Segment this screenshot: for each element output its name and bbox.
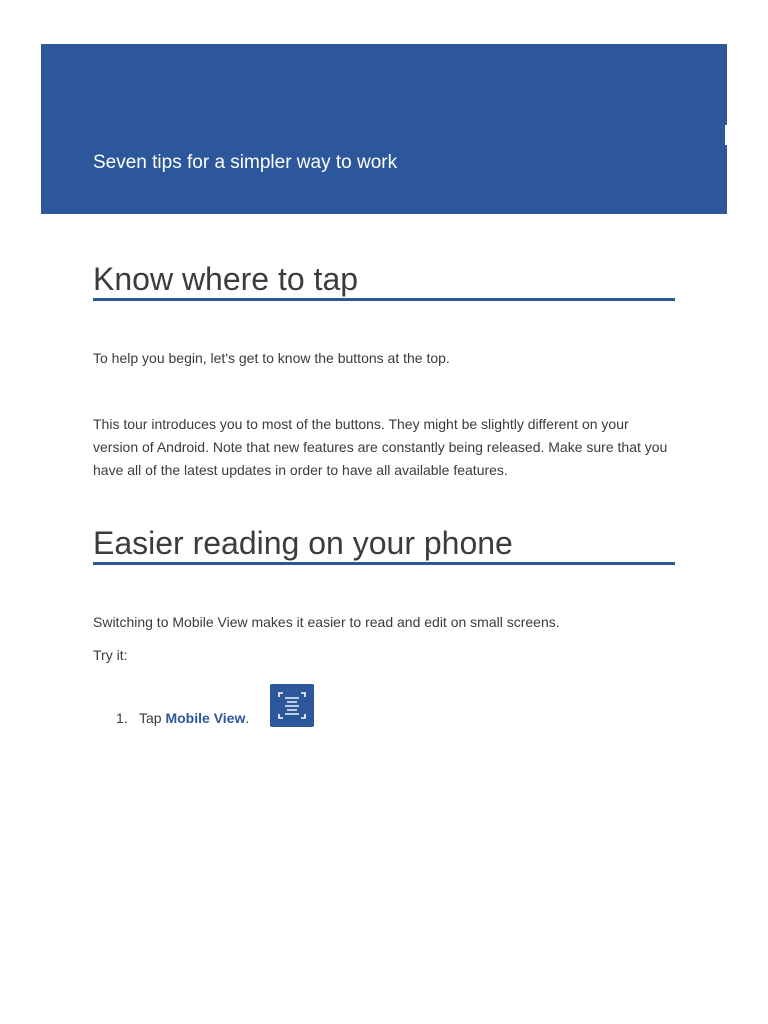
header-banner [41, 44, 727, 214]
document-title: Seven tips for a simpler way to work [93, 152, 398, 173]
mobile-view-paragraph: Switching to Mobile View makes it easier to read and edit on small screens. [93, 614, 560, 630]
mobile-view-icon [270, 684, 314, 727]
step-text [139, 710, 249, 726]
step-number: 1. [116, 710, 128, 726]
mobile-view-button[interactable] [270, 684, 314, 727]
step-suffix: . [245, 710, 250, 726]
intro-paragraph: To help you begin, let's get to know the buttons at the top. [93, 350, 450, 366]
mobile-view-link[interactable]: Mobile View [165, 710, 246, 726]
section-heading-know-where-to-tap: Know where to tap [93, 260, 675, 301]
section-heading-easier-reading: Easier reading on your phone [93, 524, 675, 565]
try-it-label: Try it: [93, 647, 128, 663]
document-body [93, 260, 675, 736]
steps-list [93, 684, 675, 736]
list-item [93, 684, 675, 736]
step-prefix: Tap [139, 710, 166, 726]
tour-paragraph: This tour introduces you to most of the buttons. They might be slightly different on your version of Android. Note that new features are constantly being released. Make sure that you have all of the latest updates in order to have all available features. [93, 416, 668, 478]
banner-edge-marker [725, 125, 727, 145]
